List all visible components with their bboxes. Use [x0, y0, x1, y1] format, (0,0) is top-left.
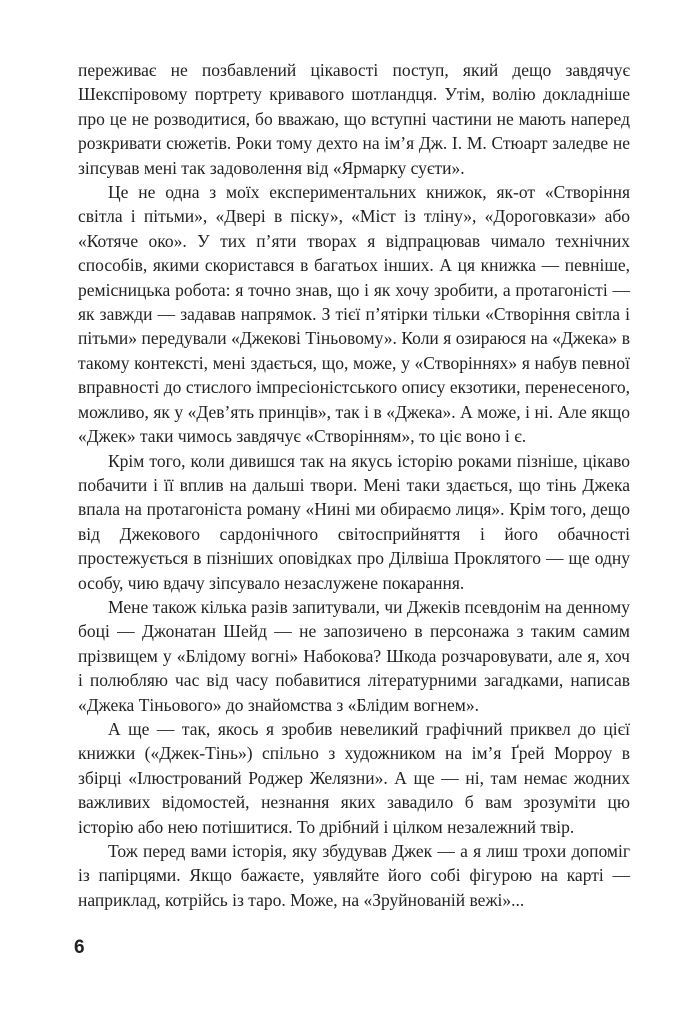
paragraph-6: Тож перед вами історія, яку збудував Джек — а я лиш трохи допоміг із папірцями. Якщо бажаєте, уявляйте його собі фігурою на карті — наприклад, котрійсь із таро. Може, на «Зруйнованій вежі»... [78, 841, 630, 910]
paragraph-1: переживає не позбавлений цікавості поступ, який дещо завдячує Шекспіровому портрету кривавого шотландця. Утім, волію докладніше про це не розводитися, бо вважаю, що вступні частини не мають наперед розкривати сюжетів. Роки тому дехто на ім’я Дж. І. М. Стюарт заледве не зіпсував мені так задоволення від «Ярмарку суєти». [78, 60, 630, 178]
page-body [78, 58, 630, 912]
paragraph-3: Крім того, коли дивишся так на якусь історію роками пізніше, цікаво побачити і її вплив на дальші твори. Мені таки здається, що тінь Джека впала на протагоніста роману «Нині ми обираємо лиця». Крім того, дещо від Джекового сардонічного світосприйняття і його обачності простежується в пізніших оповідках про Ділвіша Проклятого — ще одну особу, чию вдачу зіпсувало незаслужене покарання. [78, 450, 630, 593]
paragraph-2: Це не одна з моїх експериментальних книжок, як-от «Створіння світла і пітьми», «Двері в піску», «Міст із тліну», «Дороговкази» або «Котяче око». У тих п’яти творах я відпрацював чимало технічних способів, якими скористався в багатьох інших. А ця книжка — певніше, ремісницька робота: я точно знав, що і як хочу зробити, а протагоністі — як завжди — задавав напрямок. З тієї п’ятірки тільки «Створіння світла і пітьми» передували «Джекові Тіньовому». Коли я озираюся на «Джека» в такому контексті, мені здається, що, може, у «Створіннях» я набув певної вправності до стислого імпресіоністського опису екзотики, перенесеного, можливо, як у «Дев’ять принців», так і в «Джека». А може, і ні. Але якщо «Джек» таки чимось завдячує «Створінням», то ціє воно і є. [78, 182, 630, 447]
page-number: 6 [74, 937, 85, 958]
paragraph-4: Мене також кілька разів запитували, чи Джеків псевдонім на денному боці — Джонатан Шейд — не запозичено в персонажа з таким самим прізвищем у «Блідому вогні» Набокова? Шкода розчаровувати, але я, хоч і полюбляю час від часу побавитися літературними загадками, написав «Джека Тіньового» до знайомства з «Блідим вогнем». [78, 596, 630, 715]
paragraph-5: А ще — так, якось я зробив невеликий графічний приквел до цієї книжки («Джек-Тінь») спільно з художником на ім’я Ґрей Морроу в збірці «Ілюстрований Роджер Желязни». А ще — ні, там немає жодних важливих відомостей, незнання яких завадило б вам зрозуміти цю історію або нею потішитися. То дрібний і цілком незалежний твір. [78, 718, 630, 837]
